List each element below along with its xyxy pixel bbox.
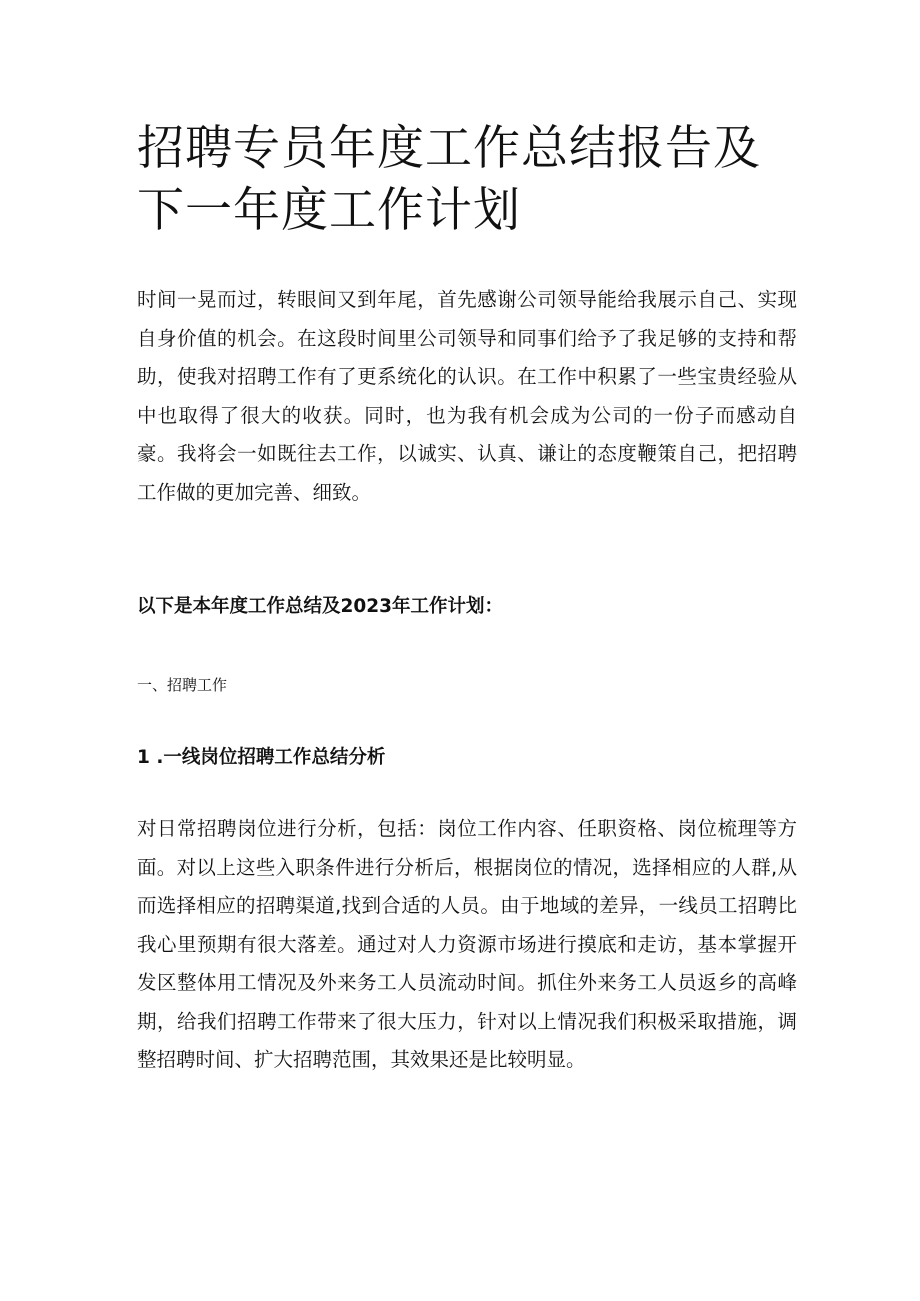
lead-heading: 以下是本年度工作总结及2023年工作计划： [137, 596, 503, 617]
section-heading: 一、招聘工作 [137, 676, 228, 694]
body-paragraph: 对日常招聘岗位进行分析，包括：岗位工作内容、任职资格、岗位梳理等方面。对以上这些入职条件进行分析后，根据岗位的情况，选择相应的人群,从而选择相应的招聘渠道,找到合适的人员。由于地域的差异，一线员工招聘比我心里预期有很大落差。通过对人力资源市场进行摸底和走访，基本掌握开发区整体用工情况及外来务工人员流动时间。抓住外来务工人员返乡的高峰期，给我们招聘工作带来了很大压力，针对以上情况我们积极采取措施，调整招聘时间、扩大招聘范围，其效果还是比较明显。 [137, 817, 797, 1071]
intro-paragraph: 时间一晃而过，转眼间又到年尾，首先感谢公司领导能给我展示自己、实现自身价值的机会。在这段时间里公司领导和同事们给予了我足够的支持和帮助，使我对招聘工作有了更系统化的认识。在工作中积累了一些宝贵经验从中也取得了很大的收获。同时，也为我有机会成为公司的一份子而感动自豪。我将会一如既往去工作，以诚实、认真、谦让的态度鞭策自己，把招聘工作做的更加完善、细致。 [137, 288, 797, 504]
document-title: 招聘专员年度工作总结报告及下一年度工作计划 [137, 121, 761, 238]
subsection-heading: 1 .一线岗位招聘工作总结分析 [137, 747, 386, 768]
